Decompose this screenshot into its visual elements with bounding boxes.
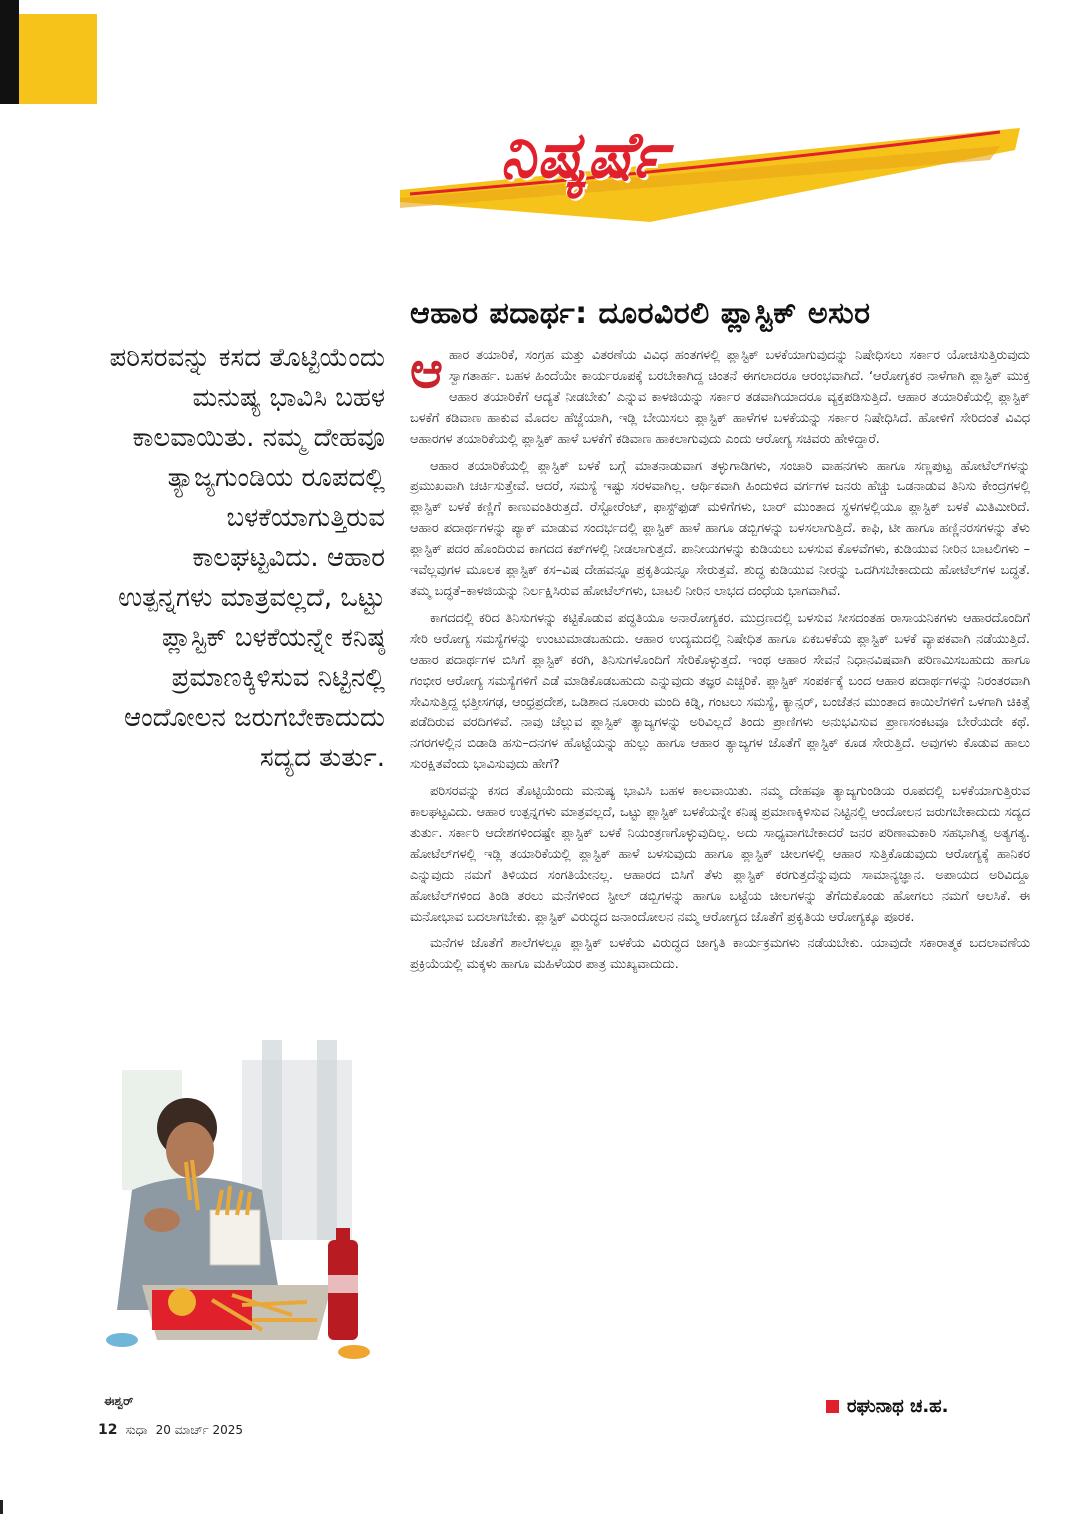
drop-cap: ಆ	[410, 340, 443, 399]
corner-black-bar	[0, 0, 19, 104]
article-body	[410, 340, 1030, 982]
pull-quote: ಪರಿಸರವನ್ನು ಕಸದ ತೊಟ್ಟಿಯೆಂದು ಮನುಷ್ಯ ಭಾವಿಸಿ ಬಹಳ ಕಾಲವಾಯಿತು. ನಮ್ಮ ದೇಹವೂ ತ್ಯಾಜ್ಯಗುಂಡಿಯ ರೂಪದಲ್ಲಿ ಬಳಕೆಯಾಗುತ್ತಿರುವ ಕಾಲಘಟ್ಟವಿದು. ಆಹಾರ ಉತ್ಪನ್ನಗಳು ಮಾತ್ರವಲ್ಲದೆ, ಒಟ್ಟು ಪ್ಲಾಸ್ಟಿಕ್ ಬಳಕೆಯನ್ನೇ ಕನಿಷ್ಠ ಪ್ರಮಾಣಕ್ಕಿಳಿಸುವ ನಿಟ್ಟಿನಲ್ಲಿ ಆಂದೋಲನ ಜರುಗಬೇಕಾದುದು ಸದ್ಯದ ತುರ್ತು.	[109, 343, 385, 773]
corner-yellow-block	[19, 14, 97, 104]
article-headline: ಆಹಾರ ಪದಾರ್ಥ: ದೂರವಿರಲಿ ಪ್ಲಾಸ್ಟಿಕ್ ಅಸುರ	[410, 296, 871, 331]
author-name: ರಘುನಾಥ ಚ.ಹ.	[847, 1396, 949, 1417]
byline-square-icon	[826, 1400, 839, 1413]
page-footer	[98, 1422, 243, 1438]
byline	[826, 1396, 948, 1417]
article-paragraph-2: ಆಹಾರ ತಯಾರಿಕೆಯಲ್ಲಿ ಪ್ಲಾಸ್ಟಿಕ್ ಬಳಕೆ ಬಗ್ಗೆ ಮಾತನಾಡುವಾಗ ತಳ್ಳುಗಾಡಿಗಳು, ಸಂಚಾರಿ ವಾಹನಗಳು ಹಾಗೂ ಸಣ್ಣಪುಟ್ಟ ಹೋಟೆಲ್‌ಗಳನ್ನು ಪ್ರಮುಖವಾಗಿ ಚರ್ಚಿಸುತ್ತೇವೆ. ಆದರೆ, ಸಮಸ್ಯೆ ಇಷ್ಟು ಸರಳವಾಗಿಲ್ಲ. ಆರ್ಥಿಕವಾಗಿ ಹಿಂದುಳಿದ ವರ್ಗಗಳ ಜನರು ಹೆಚ್ಚು ಒಡನಾಡುವ ತಿನಿಸು ಕೇಂದ್ರಗಳಲ್ಲಿ ಪ್ಲಾಸ್ಟಿಕ್ ಬಳಕೆ ಕಣ್ಣಿಗೆ ಕಾಣುವಂತಿರುತ್ತದೆ. ರೆಸ್ಟೋರೆಂಟ್, ಫಾಸ್ಟ್‌ಫುಡ್ ಮಳಿಗೆಗಳು, ಬಾರ್ ಮುಂತಾದ ಸ್ಥಳಗಳಲ್ಲಿಯೂ ಪ್ಲಾಸ್ಟಿಕ್ ಬಳಕೆ ಮಿತಿಮೀರಿದೆ. ಆಹಾರ ಪದಾರ್ಥಗಳನ್ನು ಪ್ಯಾಕ್ ಮಾಡುವ ಸಂದರ್ಭದಲ್ಲಿ ಪ್ಲಾಸ್ಟಿಕ್ ಹಾಳೆ ಹಾಗೂ ಡಬ್ಬಿಗಳನ್ನು ಬಳಸಲಾಗುತ್ತಿದೆ. ಕಾಫಿ, ಟೀ ಹಾಗೂ ಹಣ್ಣಿನರಸಗಳನ್ನು ತೆಳು ಪ್ಲಾಸ್ಟಿಕ್ ಪದರ ಹೊಂದಿರುವ ಕಾಗದದ ಕಪ್‌ಗಳಲ್ಲಿ ನೀಡಲಾಗುತ್ತದೆ. ಪಾನೀಯಗಳನ್ನು ಕುಡಿಯಲು ಬಳಸುವ ಕೊಳವೆಗಳು, ಕುಡಿಯುವ ನೀರಿನ ಬಾಟಲಿಗಳು – ಇವೆಲ್ಲವುಗಳ ಮೂಲಕ ಪ್ಲಾಸ್ಟಿಕ್ ಕಸ–ವಿಷ ದೇಹವನ್ನೂ ಪ್ರಕೃತಿಯನ್ನೂ ಸೇರುತ್ತವೆ. ಶುದ್ಧ ಕುಡಿಯುವ ನೀರನ್ನು ಒದಗಿಸಬೇಕಾದುದು ಹೋಟೆಲ್‌ಗಳ ಬದ್ಧತೆ. ತಮ್ಮ ಬದ್ಧತೆ–ಕಾಳಜಿಯನ್ನು ನಿರ್ಲಕ್ಷಿಸಿರುವ ಹೋಟೆಲ್‌ಗಳು, ಬಾಟಲಿ ನೀರಿನ ಲಾಭದ ದಂಧೆಯ ಭಾಗವಾಗಿವೆ.	[410, 458, 1030, 599]
article-paragraph-1: ಆಹಾರ ತಯಾರಿಕೆ, ಸಂಗ್ರಹ ಮತ್ತು ವಿತರಣೆಯ ವಿವಿಧ ಹಂತಗಳಲ್ಲಿ ಪ್ಲಾಸ್ಟಿಕ್ ಬಳಕೆಯಾಗುವುದನ್ನು ನಿಷೇಧಿಸಲು ಸರ್ಕಾರ ಯೋಚಿಸುತ್ತಿರುವುದು ಸ್ವಾಗತಾರ್ಹ. ಬಹಳ ಹಿಂದೆಯೇ ಕಾರ್ಯರೂಪಕ್ಕೆ ಬರಬೇಕಾಗಿದ್ದ ಚಿಂತನೆ ಈಗಲಾದರೂ ಆರಂಭವಾಗಿದೆ. ‘ಆರೋಗ್ಯಕರ ನಾಳೆಗಾಗಿ ಪ್ಲಾಸ್ಟಿಕ್ ಮುಕ್ತ ಆಹಾರ ತಯಾರಿಕೆಗೆ ಆದ್ಯತೆ ನೀಡಬೇಕು’ ಎನ್ನುವ ಕಾಳಜಿಯನ್ನು ಸರ್ಕಾರ ತಡವಾಗಿಯಾದರೂ ವ್ಯಕ್ತಪಡಿಸುತ್ತಿದೆ. ಆಹಾರ ತಯಾರಿಕೆಯಲ್ಲಿ ಪ್ಲಾಸ್ಟಿಕ್ ಬಳಕೆಗೆ ಕಡಿವಾಣ ಹಾಕುವ ಮೊದಲ ಹೆಜ್ಜೆಯಾಗಿ, ಇಡ್ಲಿ ಬೇಯಿಸಲು ಪ್ಲಾಸ್ಟಿಕ್ ಹಾಳೆಗಳ ಬಳಕೆಯನ್ನು ಸರ್ಕಾರ ನಿಷೇಧಿಸಿದೆ. ಹೋಳಿಗೆ ಸೇರಿದಂತೆ ವಿವಿಧ ಆಹಾರಗಳ ತಯಾರಿಕೆಯಲ್ಲಿ ಪ್ಲಾಸ್ಟಿಕ್ ಹಾಳೆ ಬಳಕೆಗೆ ಕಡಿವಾಣ ಹಾಕಲಾಗುವುದು ಎಂದು ಆರೋಗ್ಯ ಸಚಿವರು ಹೇಳಿದ್ದಾರೆ.	[410, 340, 1030, 447]
magazine-name: ಸುಧಾ	[125, 1423, 148, 1437]
illustration-man-eating-fries	[92, 1040, 388, 1380]
page-number: 12	[98, 1422, 118, 1438]
masthead-title: ನಿಷ್ಕರ್ಷೆ	[500, 118, 668, 193]
issue-date: 20 ಮಾರ್ಚ್ 2025	[155, 1423, 244, 1437]
illustration-credit: ಈಶ್ವರ್	[104, 1394, 134, 1408]
column-masthead	[400, 110, 1020, 270]
masthead-swoosh	[400, 110, 1020, 270]
article-paragraph-5: ಮನೆಗಳ ಜೊತೆಗೆ ಶಾಲೆಗಳಲ್ಲೂ ಪ್ಲಾಸ್ಟಿಕ್ ಬಳಕೆಯ ವಿರುದ್ಧದ ಜಾಗೃತಿ ಕಾರ್ಯಕ್ರಮಗಳು ನಡೆಯಬೇಕು. ಯಾವುದೇ ಸಕಾರಾತ್ಮಕ ಬದಲಾವಣೆಯ ಪ್ರಕ್ರಿಯೆಯಲ್ಲಿ ಮಕ್ಕಳು ಹಾಗೂ ಮಹಿಳೆಯರ ಪಾತ್ರ ಮುಖ್ಯವಾದುದು.	[410, 936, 1030, 973]
article-paragraph-4: ಪರಿಸರವನ್ನು ಕಸದ ತೊಟ್ಟಿಯೆಂದು ಮನುಷ್ಯ ಭಾವಿಸಿ ಬಹಳ ಕಾಲವಾಯಿತು. ನಮ್ಮ ದೇಹವೂ ತ್ಯಾಜ್ಯಗುಂಡಿಯ ರೂಪದಲ್ಲಿ ಬಳಕೆಯಾಗುತ್ತಿರುವ ಕಾಲಘಟ್ಟವಿದು. ಆಹಾರ ಉತ್ಪನ್ನಗಳು ಮಾತ್ರವಲ್ಲದೆ, ಒಟ್ಟು ಪ್ಲಾಸ್ಟಿಕ್ ಬಳಕೆಯನ್ನೇ ಕನಿಷ್ಠ ಪ್ರಮಾಣಕ್ಕಿಳಿಸುವ ನಿಟ್ಟಿನಲ್ಲಿ ಆಂದೋಲನ ಜರುಗಬೇಕಾದುದು ಸದ್ಯದ ತುರ್ತು. ಸರ್ಕಾರಿ ಆದೇಶಗಳಿಂದಷ್ಟೇ ಪ್ಲಾಸ್ಟಿಕ್ ಬಳಕೆ ನಿಯಂತ್ರಣಗೊಳ್ಳುವುದಿಲ್ಲ. ಅದು ಸಾಧ್ಯವಾಗಬೇಕಾದರೆ ಜನರ ಪರಿಣಾಮಕಾರಿ ಸಹಭಾಗಿತ್ವ ಅತ್ಯಗತ್ಯ. ಹೋಟೆಲ್‌ಗಳಲ್ಲಿ ಇಡ್ಲಿ ತಯಾರಿಕೆಯಲ್ಲಿ ಪ್ಲಾಸ್ಟಿಕ್ ಹಾಳೆ ಬಳಸುವುದು ಹಾಗೂ ಪ್ಲಾಸ್ಟಿಕ್ ಚೀಲಗಳಲ್ಲಿ ಆಹಾರ ಸುತ್ತಿಕೊಡುವುದು ಆರೋಗ್ಯಕ್ಕೆ ಹಾನಿಕರ ಎನ್ನುವುದು ನಮಗೆ ತಿಳಿಯದ ಸಂಗತಿಯೇನಲ್ಲ. ಆಹಾರದ ಬಿಸಿಗೆ ತೆಳು ಪ್ಲಾಸ್ಟಿಕ್ ಕರಗುತ್ತದೆನ್ನುವುದು ಸಾಮಾನ್ಯಜ್ಞಾನ. ಅಪಾಯದ ಅರಿವಿದ್ದೂ ಹೋಟೆಲ್‌ಗಳಿಂದ ತಿಂಡಿ ತರಲು ಮನೆಗಳಿಂದ ಸ್ಟೀಲ್ ಡಬ್ಬಿಗಳನ್ನು ಹಾಗೂ ಬಟ್ಟೆಯ ಚೀಲಗಳನ್ನು ತೆಗೆದುಕೊಂಡು ಹೋಗಲು ನಮಗೆ ಆಲಸಿಕೆ. ಈ ಮನೋಭಾವ ಬದಲಾಗಬೇಕು. ಪ್ಲಾಸ್ಟಿಕ್ ವಿರುದ್ಧದ ಜನಾಂದೋಲನ ನಮ್ಮ ಆರೋಗ್ಯದ ಜೊತೆಗೆ ಪ್ರಕೃತಿಯ ಆರೋಗ್ಯಕ್ಕೂ ಪೂರಕ.	[410, 784, 1030, 925]
crop-mark	[0, 1500, 3, 1514]
article-paragraph-3: ಕಾಗದದಲ್ಲಿ ಕರಿದ ತಿನಿಸುಗಳನ್ನು ಕಟ್ಟಿಕೊಡುವ ಪದ್ಧತಿಯೂ ಅನಾರೋಗ್ಯಕರ. ಮುದ್ರಣದಲ್ಲಿ ಬಳಸುವ ಸೀಸದಂತಹ ರಾಸಾಯನಿಕಗಳು ಆಹಾರದೊಂದಿಗೆ ಸೇರಿ ಆರೋಗ್ಯ ಸಮಸ್ಯೆಗಳನ್ನು ಉಂಟುಮಾಡಬಹುದು. ಆಹಾರ ಉದ್ಯಮದಲ್ಲಿ ನಿಷೇಧಿತ ಹಾಗೂ ಏಕಬಳಕೆಯ ಪ್ಲಾಸ್ಟಿಕ್ ಬಳಕೆ ವ್ಯಾಪಕವಾಗಿ ನಡೆಯುತ್ತಿದೆ. ಆಹಾರ ಪದಾರ್ಥಗಳ ಬಿಸಿಗೆ ಪ್ಲಾಸ್ಟಿಕ್ ಕರಗಿ, ತಿನಿಸುಗಳೊಂದಿಗೆ ಸೇರಿಕೊಳ್ಳುತ್ತದೆ. ಇಂಥ ಆಹಾರ ಸೇವನೆ ನಿಧಾನವಿಷವಾಗಿ ಪರಿಣಮಿಸಬಹುದು ಹಾಗೂ ಗಂಭೀರ ಆರೋಗ್ಯ ಸಮಸ್ಯೆಗಳಿಗೆ ಎಡೆ ಮಾಡಿಕೊಡಬಹುದು ಎನ್ನುವುದು ತಜ್ಞರ ಎಚ್ಚರಿಕೆ. ಪ್ಲಾಸ್ಟಿಕ್ ಸಂಪರ್ಕಕ್ಕೆ ಬಂದ ಆಹಾರ ಪದಾರ್ಥಗಳನ್ನು ನಿರಂತರವಾಗಿ ಸೇವಿಸುತ್ತಿದ್ದ ಛತ್ತೀಸಗಢ, ಆಂಧ್ರಪ್ರದೇಶ, ಒಡಿಶಾದ ನೂರಾರು ಮಂದಿ ಕಿಡ್ನಿ, ಗಂಟಲು ಸಮಸ್ಯೆ, ಕ್ಯಾನ್ಸರ್, ಬಂಜೆತನ ಮುಂತಾದ ಕಾಯಿಲೆಗಳಿಗೆ ಒಳಗಾಗಿ ಚಿಕಿತ್ಸೆ ಪಡೆದಿರುವ ವರದಿಗಳಿವೆ. ನಾವು ಚೆಲ್ಲುವ ಪ್ಲಾಸ್ಟಿಕ್ ತ್ಯಾಜ್ಯಗಳನ್ನು ಅರಿವಿಲ್ಲದೆ ತಿಂದು ಪ್ರಾಣಿಗಳು ಅನುಭವಿಸುವ ಪ್ರಾಣಸಂಕಟವೂ ಬೇರೆಯದೇ ಕಥೆ. ನಗರಗಳಲ್ಲಿನ ಬಿಡಾಡಿ ಹಸು–ದನಗಳ ಹೊಟ್ಟೆಯನ್ನು ಹುಲ್ಲು ಹಾಗೂ ಆಹಾರ ತ್ಯಾಜ್ಯಗಳ ಜೊತೆಗೆ ಪ್ಲಾಸ್ಟಿಕ್ ಕೂಡ ಸೇರುತ್ತಿದೆ. ಅವುಗಳು ಕೊಡುವ ಹಾಲು ಸುರಕ್ಷಿತವೆಂದು ಭಾವಿಸುವುದು ಹೇಗೆ?	[410, 610, 1030, 773]
